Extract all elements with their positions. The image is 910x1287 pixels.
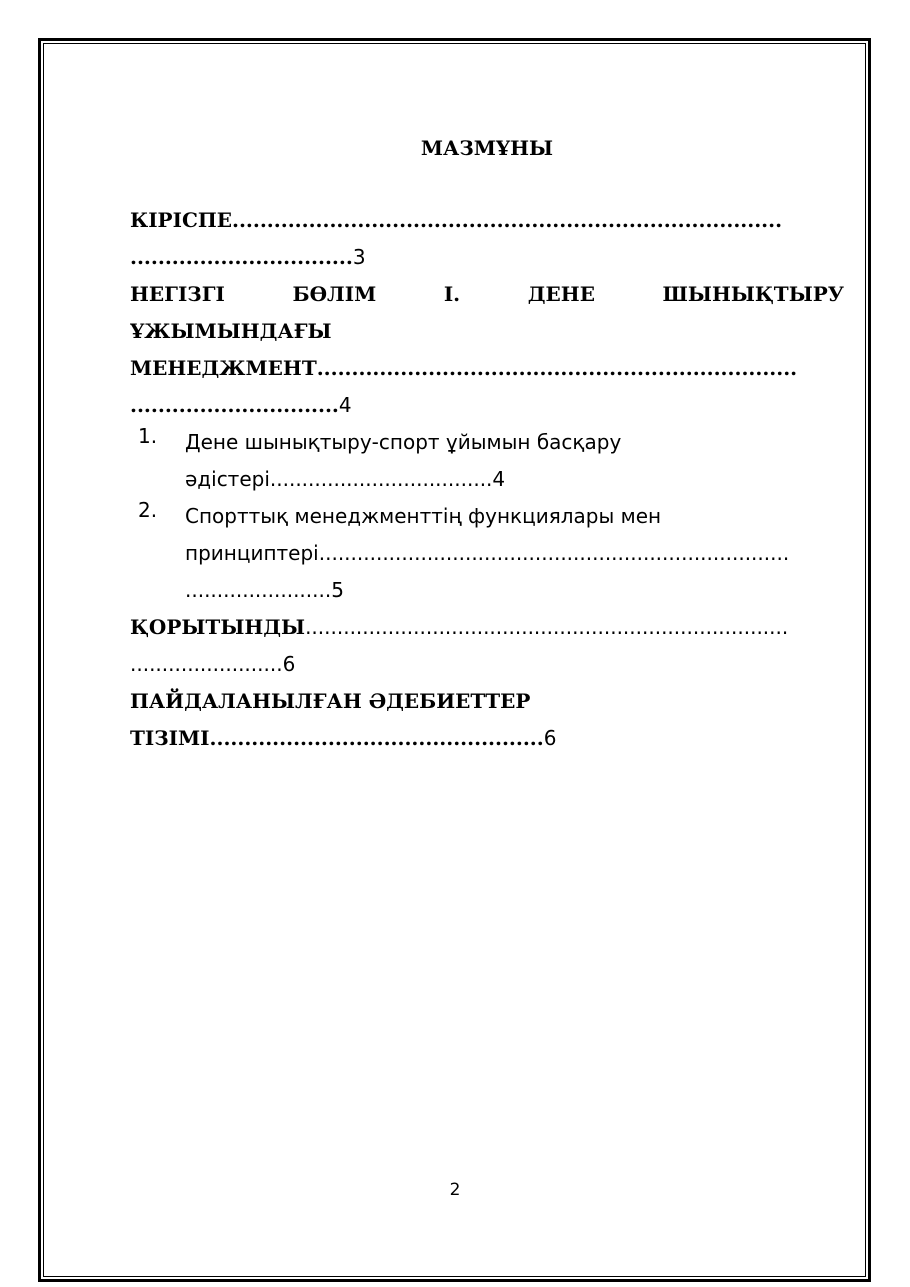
toc-intro-page: 3 <box>352 245 366 269</box>
toc-intro-line2 <box>130 239 844 276</box>
toc-conclusion-line1 <box>130 609 844 646</box>
list-item-page: 4 <box>492 467 506 491</box>
toc-list-item-1 <box>130 424 844 498</box>
toc-part1-dots: .............................. <box>130 393 339 417</box>
list-item-line2: принциптері.......................................................................... <box>185 541 790 565</box>
list-item-line2 <box>185 461 844 498</box>
toc-part1-word: НЕГІЗГІ <box>130 282 225 306</box>
table-of-contents <box>130 130 844 757</box>
toc-refs-page: 6 <box>543 726 557 750</box>
toc-refs-line1: ПАЙДАЛАНЫЛҒАН ӘДЕБИЕТТЕР <box>130 689 531 713</box>
toc-part1-line1 <box>130 276 844 313</box>
list-item-line1: Спорттық менеджменттің функциялары мен <box>185 504 662 528</box>
toc-conclusion-dots: ............................................................................ <box>305 615 789 639</box>
list-item-dots: әдістері................................... <box>185 467 493 491</box>
list-item-line3 <box>185 572 844 609</box>
toc-refs-line2 <box>130 720 844 757</box>
toc-part1-line4 <box>130 387 844 424</box>
toc-part1-word: І. <box>443 282 461 306</box>
page-number: 2 <box>449 1180 461 1200</box>
toc-conclusion-label: ҚОРЫТЫНДЫ <box>130 615 306 639</box>
list-item-dots: ....................... <box>185 578 332 602</box>
toc-part1-line2: ҰЖЫМЫНДАҒЫ <box>130 319 332 343</box>
list-item-page: 5 <box>331 578 344 602</box>
toc-intro-line1: КІРІСПЕ............................................................................... <box>130 208 783 232</box>
toc-list-item-2 <box>130 498 844 609</box>
toc-title: МАЗМҰНЫ <box>420 136 554 160</box>
toc-intro-dots: ................................ <box>130 245 353 269</box>
toc-part1-word: ДЕНЕ <box>527 282 595 306</box>
list-item-line1: Дене шынықтыру-спорт ұйымын басқару <box>185 430 622 454</box>
toc-refs-label: ТІЗІМІ................................................ <box>130 726 544 750</box>
toc-part1-line3: МЕНЕДЖМЕНТ..................................................................... <box>130 356 798 380</box>
toc-part1-word: БӨЛІМ <box>292 282 377 306</box>
toc-part1-page: 4 <box>338 393 352 417</box>
toc-conclusion-dots2: ........................ <box>130 652 283 676</box>
list-item-number: 1. <box>138 424 158 448</box>
list-item-number: 2. <box>138 498 158 522</box>
toc-part1-word: ШЫНЫҚТЫРУ <box>662 282 844 306</box>
toc-conclusion-line2 <box>130 646 844 683</box>
toc-conclusion-page: 6 <box>282 652 296 676</box>
